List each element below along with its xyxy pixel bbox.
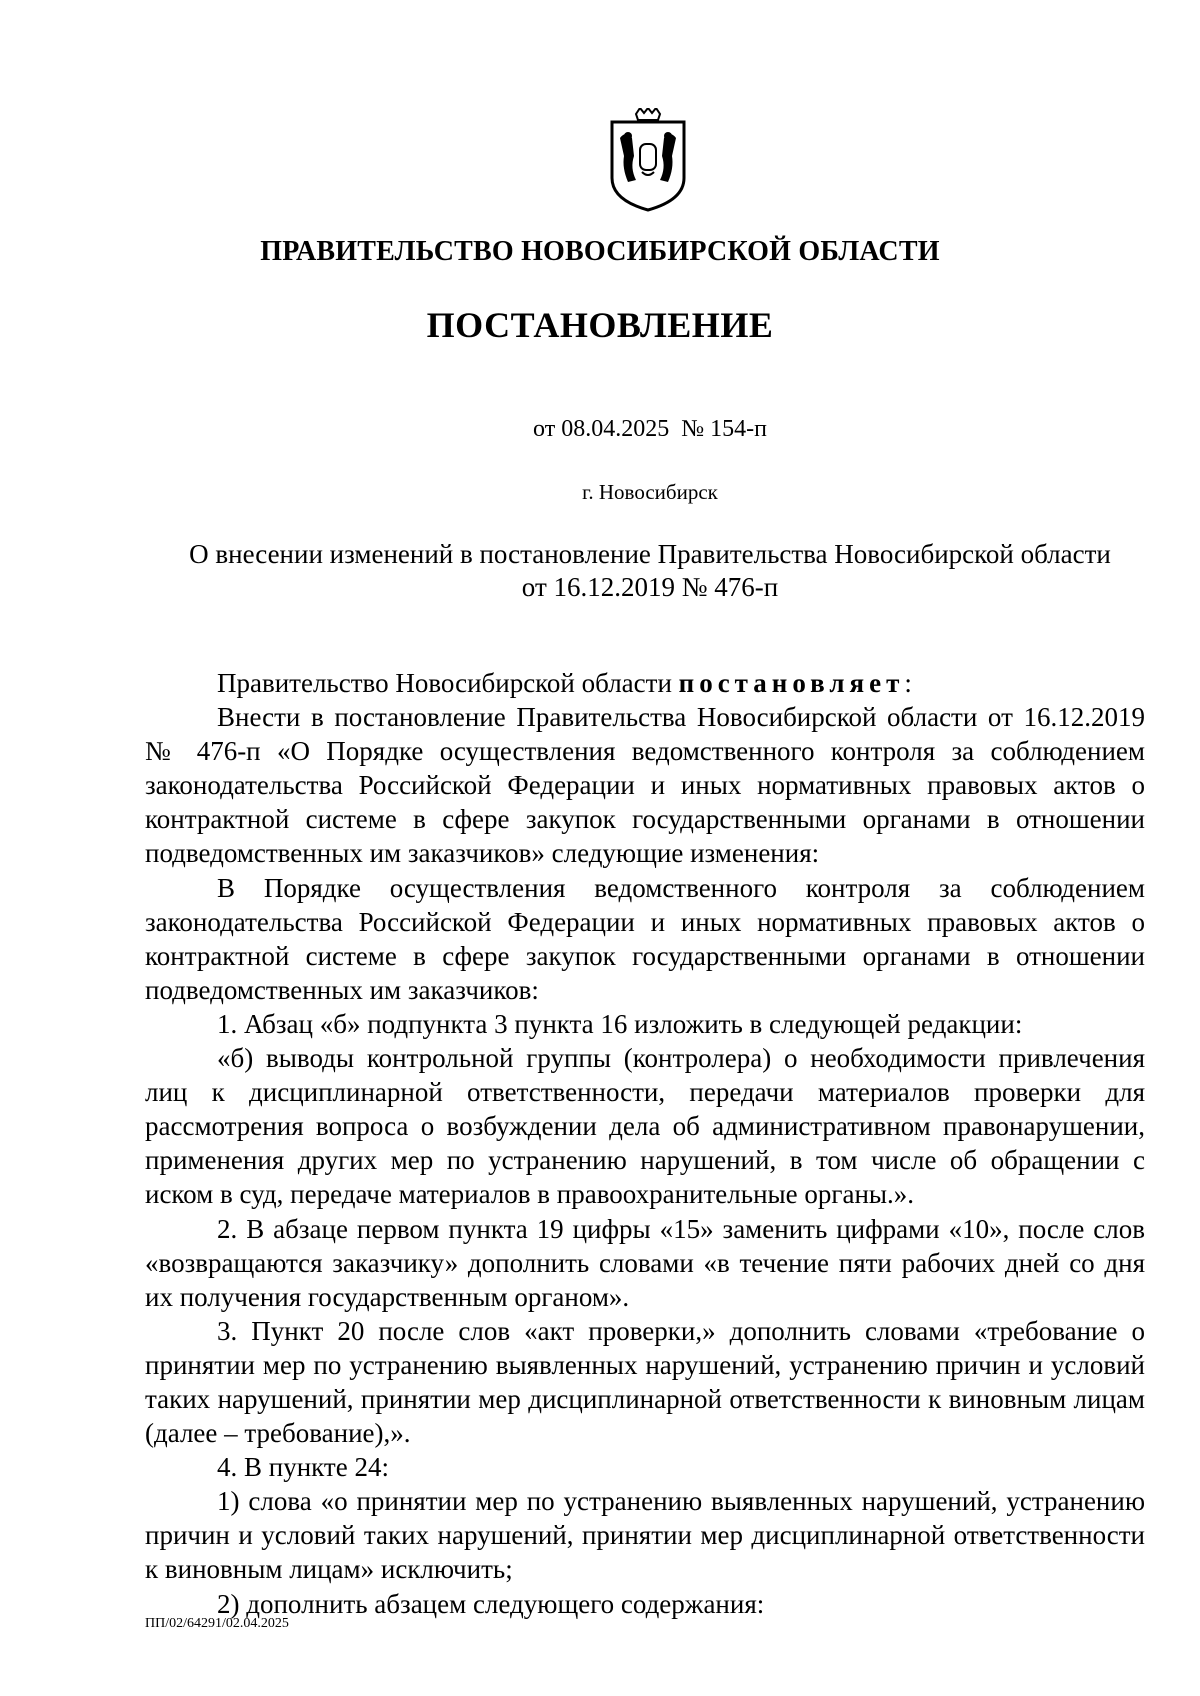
organization-title: ПРАВИТЕЛЬСТВО НОВОСИБИРСКОЙ ОБЛАСТИ xyxy=(260,236,940,267)
footer-document-code: ПП/02/64291/02.04.2025 xyxy=(145,1616,289,1631)
document-body xyxy=(145,666,1145,1621)
subject-line-1: О внесении изменений в постановление Правительства Новосибирской области xyxy=(189,539,1111,569)
intro-suffix: : xyxy=(904,668,912,698)
body-paragraph-item-3: 3. Пункт 20 после слов «акт проверки,» дополнить словами «требование о принятии мер по устранению выявленных нарушений, устранению причин и условий таких нарушений, принятии мер дисциплинарной ответственности к виновным лицам (далее – требование),». xyxy=(145,1315,1145,1449)
body-paragraph-item-1b: «б) выводы контрольной группы (контролера) о необходимости привлечения лиц к дисциплинарной ответственности, передачи материалов проверки для рассмотрения вопроса о возбуждении дела об административном правонарушении, применения других мер по устранению нарушений, в том числе об обращении с иском в суд, передаче материалов в правоохранительные органы.». xyxy=(145,1043,1145,1210)
document-date-number: от 08.04.2025 № 154-п xyxy=(533,416,767,442)
body-paragraph-item-4: 4. В пункте 24: xyxy=(217,1452,389,1483)
document-type-title: ПОСТАНОВЛЕНИЕ xyxy=(426,305,774,345)
coat-of-arms-icon xyxy=(606,108,690,212)
body-paragraph-amend: Внести в постановление Правительства Новосибирской области от 16.12.2019 № 476-п «О Порядке осуществления ведомственного контроля за соблюдением законодательства Российской Федерации и иных нормативных правовых актов о контрактной системе в сфере закупок государственными органами в отношении подведомственных им заказчиков» следующие изменения: xyxy=(145,702,1145,869)
body-paragraph-item-4-2: 2) дополнить абзацем следующего содержания: xyxy=(217,1588,765,1619)
body-paragraph-item-4-1: 1) слова «о принятии мер по устранению выявленных нарушений, устранению причин и условий таких нарушений, принятии мер дисциплинарной ответственности к виновным лицам» исключить; xyxy=(145,1486,1145,1585)
intro-decree-word: постановляет xyxy=(678,668,905,698)
document-subject xyxy=(155,538,1145,604)
intro-prefix: Правительство Новосибирской области xyxy=(217,668,679,698)
body-paragraph-item-2: 2. В абзаце первом пункта 19 цифры «15» заменить цифрами «10», после слов «возвращаются заказчику» дополнить словами «в течение пяти рабочих дней со дня их получения государственным органом». xyxy=(145,1213,1145,1312)
city-name: г. Новосибирск xyxy=(582,480,718,504)
body-paragraph-item-1: 1. Абзац «б» подпункта 3 пункта 16 изложить в следующей редакции: xyxy=(217,1008,1023,1039)
resolution-intro xyxy=(145,666,1145,700)
subject-line-2: от 16.12.2019 № 476-п xyxy=(521,572,779,602)
body-paragraph-order: В Порядке осуществления ведомственного контроля за соблюдением законодательства Российской Федерации и иных нормативных правовых актов о контрактной системе в сфере закупок государственными органами в отношении подведомственных им заказчиков: xyxy=(145,872,1145,1005)
